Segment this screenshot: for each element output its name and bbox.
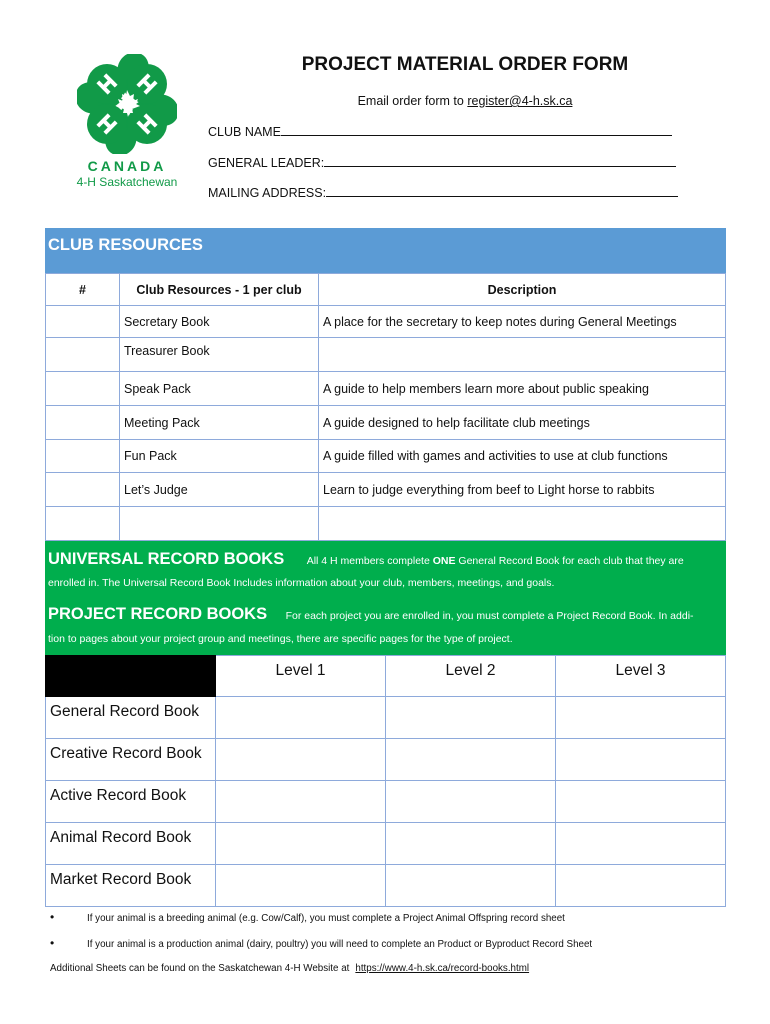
table-row [46,406,726,440]
col-resource-header: Club Resources - 1 per club [120,274,319,306]
table-row [46,697,726,739]
level-2-cell[interactable] [386,781,556,823]
project-text-2: tion to pages about your project group and meetings, there are specific pages for the type of project. [48,633,513,645]
level-2-cell[interactable] [386,865,556,907]
mailing-address-label: MAILING ADDRESS: [208,186,327,200]
resource-name: Meeting Pack [120,406,319,440]
table-row [46,440,726,473]
club-resources-heading: CLUB RESOURCES [45,228,726,273]
clover-icon [77,54,177,154]
note-breeding [50,910,565,924]
project-row [48,605,694,624]
club-resources-table [45,273,726,541]
level-2-cell[interactable] [386,823,556,865]
resource-description: A guide designed to help facilitate club meetings [319,406,726,440]
table-row [46,372,726,406]
email-link[interactable]: register@4-h.sk.ca [467,94,573,108]
col-qty-header: # [46,274,120,306]
qty-cell[interactable] [46,473,120,507]
table-row [46,507,726,541]
universal-text-bold: ONE [432,555,456,567]
universal-text-b: General Record Book for each club that they are [455,555,684,567]
note-production-text: If your animal is a production animal (dairy, poultry) you will need to complete an Product or Byproduct Record Sheet [87,939,593,950]
level-1-cell[interactable] [216,697,386,739]
record-levels-table [45,655,726,907]
universal-text [307,555,684,567]
resource-description [319,338,726,372]
universal-text-2: enrolled in. The Universal Record Book Includes information about your club, members, meetings, and goals. [48,577,555,589]
project-heading: PROJECT RECORD BOOKS [48,605,268,623]
level-2-header: Level 2 [386,656,556,697]
level-3-header: Level 3 [556,656,726,697]
level-1-cell[interactable] [216,781,386,823]
resource-description: A guide filled with games and activities to use at club functions [319,440,726,473]
table-row [46,823,726,865]
record-book-name: General Record Book [46,697,216,739]
level-1-cell[interactable] [216,823,386,865]
bullet-icon: • [50,910,55,924]
bullet-icon: • [50,936,55,950]
logo-region: 4-H Saskatchewan [76,175,178,189]
record-book-name: Animal Record Book [46,823,216,865]
level-2-cell[interactable] [386,739,556,781]
record-books-band [45,541,726,655]
mailing-address-line[interactable] [326,185,678,197]
universal-heading: UNIVERSAL RECORD BOOKS [48,550,285,568]
qty-cell[interactable] [46,338,120,372]
qty-cell[interactable] [46,507,120,541]
qty-cell[interactable] [46,406,120,440]
mailing-address-field[interactable] [208,185,678,200]
level-1-cell[interactable] [216,739,386,781]
project-text-1: For each project you are enrolled in, you must complete a Project Record Book. In addi- [285,610,694,622]
logo-country: CANADA [87,158,167,174]
universal-text-a: All 4 H members complete [306,555,433,567]
resource-name[interactable] [120,507,319,541]
level-3-cell[interactable] [556,697,726,739]
level-3-cell[interactable] [556,739,726,781]
footer-note [50,963,529,974]
table-row [46,739,726,781]
qty-cell[interactable] [46,440,120,473]
general-leader-label: GENERAL LEADER: [208,156,325,170]
qty-cell[interactable] [46,372,120,406]
table-header-row [46,274,726,306]
table-row [46,781,726,823]
email-line [200,94,730,108]
resource-description: A guide to help members learn more about public speaking [319,372,726,406]
resource-name: Treasurer Book [120,338,319,372]
page-title: PROJECT MATERIAL ORDER FORM [301,54,629,75]
table-row [46,306,726,338]
general-leader-field[interactable] [208,155,676,170]
footer-text: Additional Sheets can be found on the Saskatchewan 4-H Website at [50,963,350,974]
level-1-cell[interactable] [216,865,386,907]
level-2-cell[interactable] [386,697,556,739]
email-prefix: Email order form to [357,94,468,108]
resource-name: Speak Pack [120,372,319,406]
club-name-line[interactable] [281,124,672,136]
club-name-field[interactable] [208,124,672,139]
level-3-cell[interactable] [556,865,726,907]
qty-cell[interactable] [46,306,120,338]
record-books-link[interactable]: https://www.4-h.sk.ca/record-books.html [355,963,530,974]
resource-description [319,507,726,541]
record-book-name: Creative Record Book [46,739,216,781]
record-book-name: Market Record Book [46,865,216,907]
note-production [50,936,592,950]
col-description-header: Description [319,274,726,306]
resource-name: Fun Pack [120,440,319,473]
table-row [46,473,726,507]
universal-row [48,550,684,569]
record-book-name: Active Record Book [46,781,216,823]
resource-name: Let’s Judge [120,473,319,507]
level-3-cell[interactable] [556,781,726,823]
levels-header-row [46,656,726,697]
resource-name: Secretary Book [120,306,319,338]
general-leader-line[interactable] [324,155,676,167]
resource-description: A place for the secretary to keep notes during General Meetings [319,306,726,338]
club-name-label: CLUB NAME [208,125,281,139]
table-row [46,338,726,372]
resource-description: Learn to judge everything from beef to Light horse to rabbits [319,473,726,507]
note-breeding-text: If your animal is a breeding animal (e.g. Cow/Calf), you must complete a Project Animal Offspring record sheet [87,913,565,924]
4h-canada-logo [64,54,190,189]
blank-header-cell [46,656,216,697]
table-row [46,865,726,907]
level-3-cell[interactable] [556,823,726,865]
level-1-header: Level 1 [216,656,386,697]
